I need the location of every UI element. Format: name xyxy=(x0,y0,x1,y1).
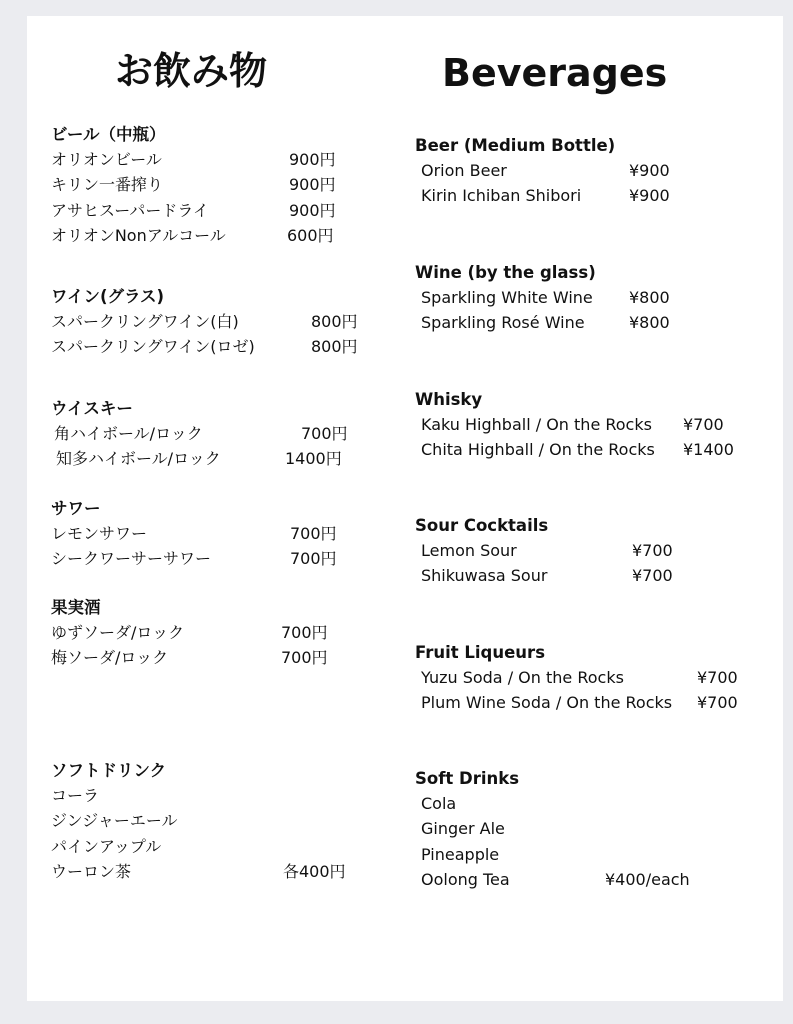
menu-item xyxy=(51,446,342,471)
item-price: ¥800 xyxy=(629,288,670,307)
menu-item xyxy=(51,620,328,645)
item-name: レモンサワー xyxy=(51,524,148,543)
menu-item xyxy=(415,285,670,310)
en-section-wine xyxy=(415,261,670,336)
menu-item xyxy=(415,158,670,183)
section-title: ビール（中瓶） xyxy=(51,125,166,144)
item-name: Plum Wine Soda / On the Rocks xyxy=(421,693,673,713)
item-name: 梅ソーダ/ロック xyxy=(51,648,169,668)
ja-section-whisky xyxy=(51,397,348,472)
item-name: Cola xyxy=(421,794,457,813)
item-name: 知多ハイボール/ロック xyxy=(56,449,221,469)
item-price: 700円 xyxy=(281,623,328,642)
menu-item xyxy=(415,437,734,462)
ja-section-fruit-liqueur xyxy=(51,596,328,671)
menu-item xyxy=(51,147,336,172)
menu-item xyxy=(415,538,673,563)
menu-item xyxy=(51,172,336,197)
item-price: ¥700 xyxy=(632,541,673,560)
menu-item xyxy=(51,546,337,571)
menu-item xyxy=(415,183,670,208)
item-price: 700円 xyxy=(290,524,337,543)
menu-page xyxy=(27,16,783,1001)
item-name: ウーロン茶 xyxy=(51,861,132,881)
item-name: Pineapple xyxy=(421,844,500,864)
title-japanese: お飲み物 xyxy=(115,49,268,93)
menu-item xyxy=(51,859,346,884)
ja-section-wine xyxy=(51,285,358,360)
item-price: 900円 xyxy=(289,175,336,195)
item-price: ¥700 xyxy=(697,668,738,687)
item-price: ¥700 xyxy=(632,566,673,586)
menu-item xyxy=(415,412,724,437)
ja-section-sour xyxy=(51,497,337,572)
section-title: Soft Drinks xyxy=(415,769,520,788)
item-name: Kaku Highball / On the Rocks xyxy=(421,415,652,434)
item-name: スパークリングワイン(白) xyxy=(51,312,239,331)
item-price: 1400円 xyxy=(285,449,342,469)
menu-item xyxy=(51,421,348,446)
item-name: Orion Beer xyxy=(421,161,507,180)
item-price: ¥1400 xyxy=(683,440,734,460)
section-title: 果実酒 xyxy=(51,598,101,617)
menu-item xyxy=(51,521,337,546)
item-price: ¥900 xyxy=(629,186,670,206)
item-price: 各400円 xyxy=(283,861,346,881)
ja-section-beer xyxy=(51,123,336,248)
menu-item xyxy=(51,645,328,670)
item-name: 角ハイボール/ロック xyxy=(54,424,203,443)
menu-item xyxy=(415,791,519,816)
item-name: ジンジャーエール xyxy=(51,811,178,831)
menu-item xyxy=(51,808,178,833)
item-price: 800円 xyxy=(311,337,358,357)
item-name: パインアップル xyxy=(51,836,162,856)
item-name: オリオンNonアルコール xyxy=(51,225,226,245)
title-english: Beverages xyxy=(442,51,668,95)
section-title: Sour Cocktails xyxy=(415,516,549,535)
item-name: Oolong Tea xyxy=(421,869,510,889)
section-title: ワイン(グラス) xyxy=(51,287,165,306)
menu-item xyxy=(51,309,358,334)
item-price: 600円 xyxy=(287,225,334,245)
menu-item xyxy=(51,334,358,359)
menu-item xyxy=(51,198,336,223)
en-section-beer xyxy=(415,134,670,209)
item-name: Sparkling Rosé Wine xyxy=(421,313,585,333)
item-name: Lemon Sour xyxy=(421,541,517,560)
item-name: オリオンビール xyxy=(51,150,162,169)
section-title: サワー xyxy=(51,499,101,518)
item-price: ¥900 xyxy=(629,161,670,180)
item-price: 700円 xyxy=(281,648,328,668)
item-name: Kirin Ichiban Shibori xyxy=(421,186,582,206)
en-section-soft-drinks xyxy=(415,767,690,892)
menu-item xyxy=(415,665,738,690)
item-price: ¥400/each xyxy=(605,869,690,889)
item-name: Ginger Ale xyxy=(421,819,505,839)
item-name: スパークリングワイン(ロゼ) xyxy=(51,337,255,357)
en-section-whisky xyxy=(415,388,734,463)
item-price: 700円 xyxy=(301,424,348,443)
item-name: シークワーサーサワー xyxy=(51,549,212,569)
en-section-sour xyxy=(415,514,673,589)
section-title: Whisky xyxy=(415,390,483,409)
item-name: Yuzu Soda / On the Rocks xyxy=(421,668,624,687)
item-name: ゆずソーダ/ロック xyxy=(51,623,185,642)
section-title: Beer (Medium Bottle) xyxy=(415,136,616,155)
item-name: キリン一番搾り xyxy=(51,175,164,195)
menu-item xyxy=(51,783,166,808)
item-name: Sparkling White Wine xyxy=(421,288,593,307)
item-name: Shikuwasa Sour xyxy=(421,566,548,586)
section-title: Wine (by the glass) xyxy=(415,263,596,282)
en-section-fruit-liqueurs xyxy=(415,641,738,716)
item-price: 900円 xyxy=(289,150,336,169)
menu-item xyxy=(415,816,519,841)
item-name: コーラ xyxy=(51,786,100,805)
item-price: 700円 xyxy=(290,549,337,569)
item-price: ¥700 xyxy=(683,415,724,434)
menu-item xyxy=(415,842,519,867)
menu-item xyxy=(415,310,670,335)
menu-item xyxy=(51,834,166,859)
menu-item xyxy=(415,563,673,588)
section-title: ウイスキー xyxy=(51,399,133,418)
item-name: アサヒスーパードライ xyxy=(51,200,209,220)
item-price: 900円 xyxy=(289,200,336,220)
menu-item xyxy=(415,690,738,715)
item-price: ¥700 xyxy=(697,693,738,713)
section-title: Fruit Liqueurs xyxy=(415,643,546,662)
section-title: ソフトドリンク xyxy=(51,761,167,780)
item-price: 800円 xyxy=(311,312,358,331)
item-name: Chita Highball / On the Rocks xyxy=(421,440,655,460)
menu-item xyxy=(51,223,334,248)
ja-section-soft-drinks xyxy=(51,759,346,884)
menu-item xyxy=(415,867,690,892)
item-price: ¥800 xyxy=(629,313,670,333)
